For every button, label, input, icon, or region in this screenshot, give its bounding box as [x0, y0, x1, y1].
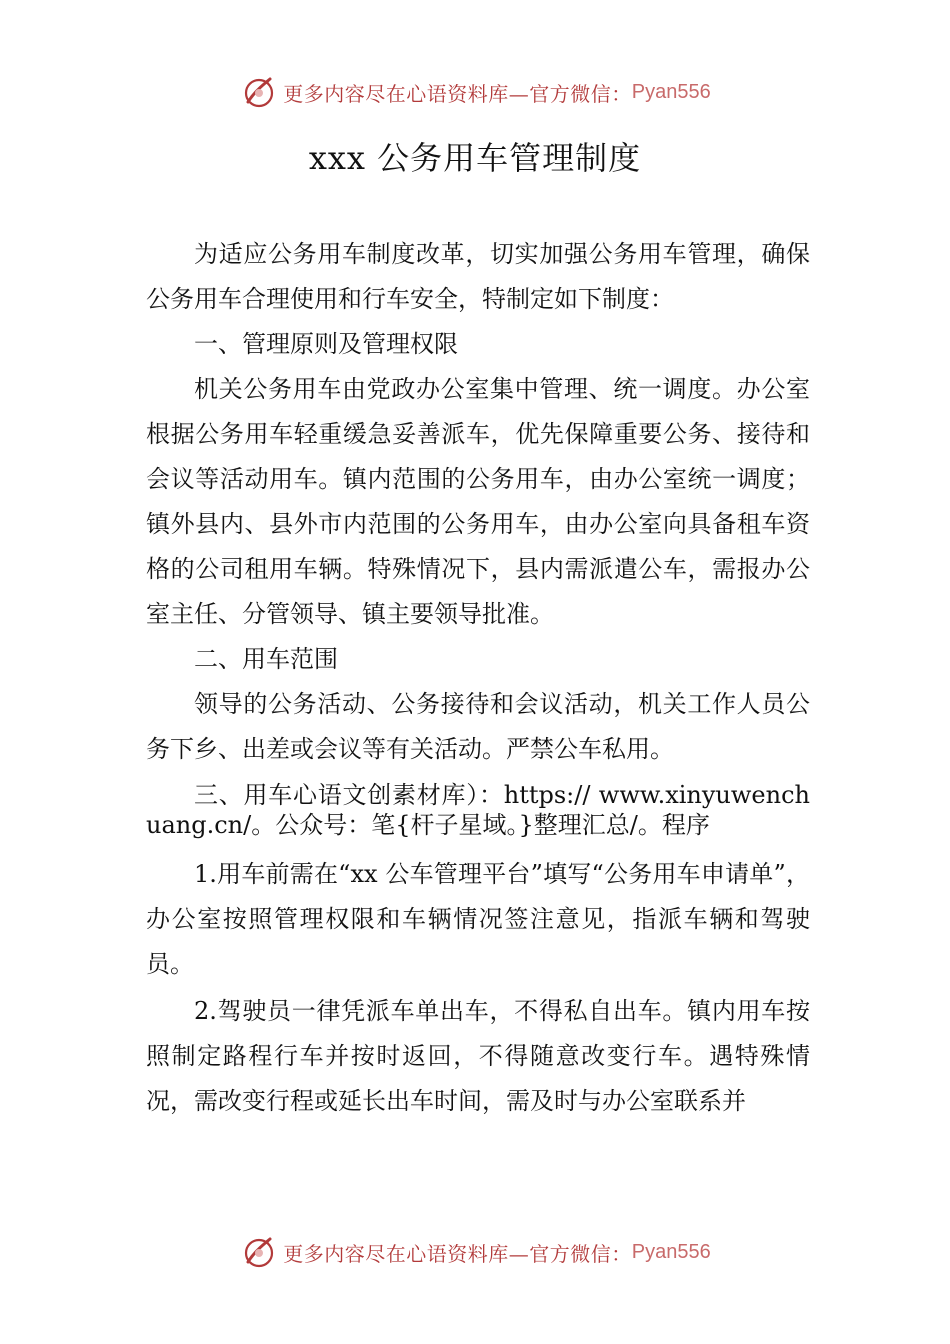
section-2-body: 领导的公务活动、公务接待和会议活动，机关工作人员公务下乡、出差或会议等有关活动。严禁公车私用。 — [146, 690, 810, 763]
section-2-heading: 二、用车范围 — [194, 645, 338, 673]
library-logo-icon — [239, 72, 279, 112]
library-logo-icon — [239, 1232, 279, 1272]
intro-paragraph: 为适应公务用车制度改革，切实加强公务用车管理，确保公务用车合理使用和行车安全，特制定如下制度： — [146, 240, 810, 313]
document-title: xxx 公务用车管理制度 — [308, 139, 642, 177]
step-2-paragraph: 2.驾驶员一律凭派车单出车，不得私自出车。镇内用车按照制定路程行车并按时返回，不得随意改变行车。遇特殊情况，需改变行程或延长出车时间，需及时与办公室联系并 — [146, 997, 810, 1115]
watermark-wechat-id: Pyan556 — [631, 1240, 711, 1263]
watermark-banner-top — [0, 70, 950, 114]
section-3-heading: 三、用车心语文创素材库）：https:// www.xinyuwenchuang.cn/。公众号：笔{杆子星域。}整理汇总/。程序 — [146, 781, 810, 839]
section-1-body: 机关公务用车由党政办公室集中管理、统一调度。办公室根据公务用车轻重缓急妥善派车，优先保障重要公务、接待和会议等活动用车。镇内范围的公务用车，由办公室统一调度；镇外县内、县外市内范围的公务用车，由办公室向具备租车资格的公司租用车辆。特殊情况下，县内需派遣公车，需报办公室主任、分管领导、镇主要领导批准。 — [146, 375, 810, 628]
watermark-wechat-id: Pyan556 — [631, 80, 711, 103]
section-1-heading: 一、管理原则及管理权限 — [194, 330, 458, 358]
document-body — [146, 232, 810, 1124]
watermark-banner-bottom — [0, 1230, 950, 1274]
watermark-text: 更多内容尽在心语资料库—官方微信： — [283, 81, 632, 106]
step-1-paragraph: 1.用车前需在“xx 公车管理平台”填写“公务用车申请单”，办公室按照管理权限和车辆情况签注意见，指派车辆和驾驶员。 — [146, 860, 810, 978]
watermark-text: 更多内容尽在心语资料库—官方微信： — [283, 1241, 632, 1266]
